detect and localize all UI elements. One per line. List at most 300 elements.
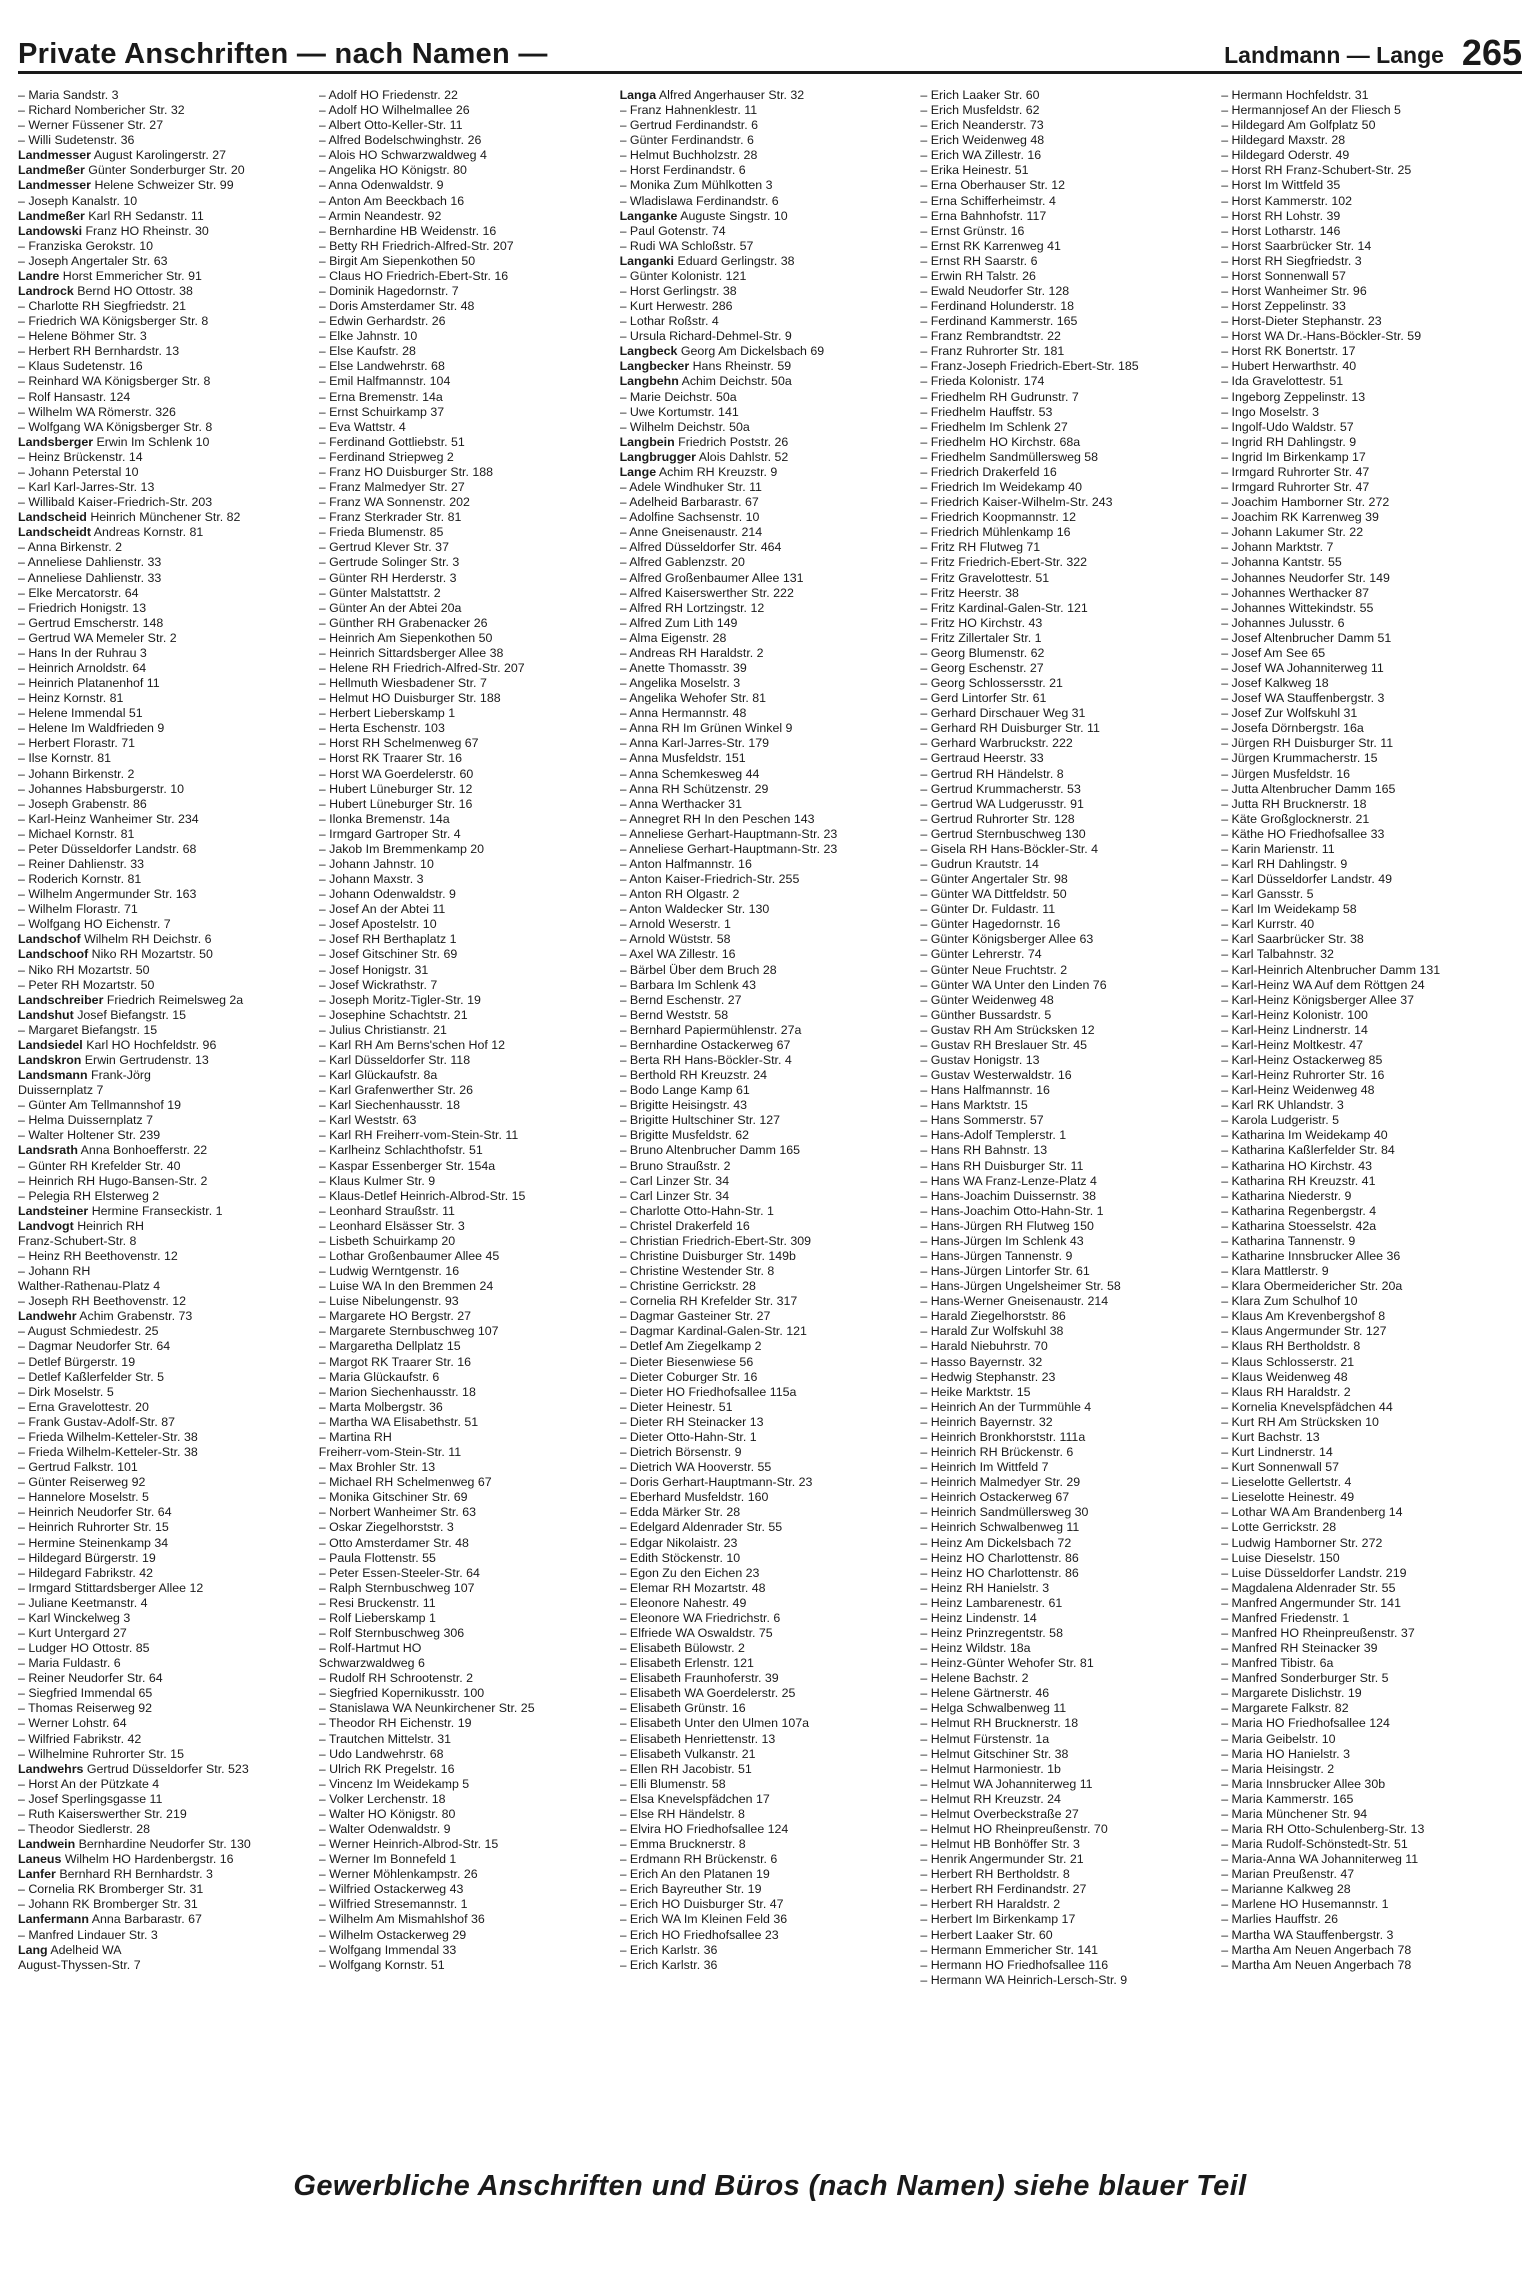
entry-details: – Erich WA Im Kleinen Feld 36	[619, 1912, 788, 1927]
entry-details: – Arnold Wüststr. 58	[619, 932, 731, 947]
entry-details: – Erich Karlstr. 36	[619, 1942, 718, 1957]
entry-details: – Heinz Prinzregentstr. 58	[920, 1625, 1063, 1640]
directory-entry	[18, 661, 309, 676]
entry-details: – Friedhelm HO Kirchstr. 68a	[920, 434, 1081, 449]
directory-entry	[920, 224, 1211, 239]
entry-details: – Joseph Angertaler Str. 63	[18, 253, 168, 268]
entry-details: – Günter Dr. Fuldastr. 11	[920, 902, 1056, 917]
directory-entry	[18, 1279, 309, 1294]
directory-entry	[1221, 1430, 1512, 1445]
directory-entry	[319, 1174, 610, 1189]
directory-entry	[18, 465, 309, 480]
entry-details: – Horst Kammerstr. 102	[1221, 193, 1353, 208]
directory-entry	[620, 1536, 911, 1551]
entry-details: – Maria-Anna WA Johanniterweg 11	[1221, 1852, 1419, 1867]
entry-details: – Ferdinand Striepweg 2	[318, 449, 454, 464]
entry-surname: Landvogt	[18, 1218, 74, 1233]
directory-entry	[18, 902, 309, 917]
entry-details: – Wilhelm Am Mismahlshof 36	[318, 1912, 485, 1927]
entry-details: – Anton Halfmannstr. 16	[619, 856, 752, 871]
directory-entry	[620, 1430, 911, 1445]
entry-details: – Georg Blumenstr. 62	[920, 645, 1045, 660]
directory-entry	[920, 1958, 1211, 1973]
entry-details: Auguste Singstr. 10	[680, 208, 788, 223]
entry-details: – Horst Wanheimer Str. 96	[1221, 284, 1367, 299]
entry-details: – Hans In der Ruhrau 3	[18, 645, 147, 660]
entry-details: – Gertrud Krummacherstr. 53	[920, 781, 1081, 796]
directory-entry	[920, 827, 1211, 842]
entry-details: – Hermine Steinenkamp 34	[18, 1535, 169, 1550]
entry-details: – Klaus Angermunder Str. 127	[1221, 1324, 1387, 1339]
entry-details: – Maria HO Hanielstr. 3	[1221, 1746, 1350, 1761]
entry-details: – Marianne Kalkweg 28	[1221, 1882, 1351, 1897]
directory-entry	[1221, 1159, 1512, 1174]
entry-details: – Günther Bussardstr. 5	[920, 1007, 1052, 1022]
entry-details: – Resi Bruckenstr. 11	[318, 1595, 436, 1610]
directory-entry	[920, 1279, 1211, 1294]
directory-entry	[620, 1566, 911, 1581]
directory-entry	[620, 586, 911, 601]
directory-entry	[319, 525, 610, 540]
directory-entry	[1221, 616, 1512, 631]
directory-entry	[1221, 1294, 1512, 1309]
entry-details: – Klaus Sudetenstr. 16	[18, 359, 143, 374]
entry-details: – Berthold RH Kreuzstr. 24	[619, 1068, 767, 1083]
directory-entry	[1221, 1505, 1512, 1520]
entry-details: – Josef WA Stauffenbergstr. 3	[1221, 691, 1385, 706]
directory-entry	[1221, 540, 1512, 555]
directory-entry	[1221, 344, 1512, 359]
entry-surname: Landschreiber	[18, 992, 104, 1007]
directory-entry	[18, 1355, 309, 1370]
entry-details: – Hans Marktstr. 15	[920, 1098, 1028, 1113]
directory-entry	[920, 1505, 1211, 1520]
entry-details: – Karl Kurrstr. 40	[1221, 917, 1315, 932]
entry-surname: Lang	[18, 1942, 48, 1957]
entry-details: – Pelegia RH Elsterweg 2	[18, 1188, 160, 1203]
entry-details: Freiherr-vom-Stein-Str. 11	[318, 1445, 462, 1460]
directory-entry	[620, 706, 911, 721]
entry-details: – Wolfgang Immendal 33	[318, 1942, 457, 1957]
entry-details: – Alfred Zum Lith 149	[619, 615, 738, 630]
directory-entry	[920, 721, 1211, 736]
directory-entry	[1221, 1083, 1512, 1098]
entry-details: – Oskar Ziegelhorststr. 3	[318, 1520, 454, 1535]
entry-details: – Friedrich Kaiser-Wilhelm-Str. 243	[920, 495, 1113, 510]
entry-details: Duissernplatz 7	[18, 1083, 104, 1098]
directory-entry	[18, 1460, 309, 1475]
directory-entry	[319, 374, 610, 389]
directory-entry	[319, 1279, 610, 1294]
entry-details: Günter Sonderburger Str. 20	[88, 163, 245, 178]
directory-entry	[920, 148, 1211, 163]
directory-entry	[1221, 1309, 1512, 1324]
entry-details: – Manfred Angermunder Str. 141	[1221, 1595, 1401, 1610]
directory-entry	[920, 390, 1211, 405]
entry-details: – Johannes Wittekindstr. 55	[1221, 600, 1374, 615]
directory-entry	[18, 736, 309, 751]
entry-details: – Karl Karl-Jarres-Str. 13	[18, 480, 155, 495]
entry-surname: Landmeßer	[18, 163, 85, 178]
entry-details: – Margaretha Dellplatz 15	[318, 1339, 461, 1354]
directory-entry	[620, 1882, 911, 1897]
entry-details: – Walter HO Königstr. 80	[318, 1806, 456, 1821]
entry-details: – Detlef Bürgerstr. 19	[18, 1354, 136, 1369]
directory-entry	[920, 88, 1211, 103]
entry-details: – Karl-Heinz Wanheimer Str. 234	[18, 811, 199, 826]
directory-entry	[18, 1777, 309, 1792]
entry-details: – Helene Im Waldfrieden 9	[18, 721, 165, 736]
entry-details: – Wilhelmine Ruhrorter Str. 15	[18, 1746, 184, 1761]
entry-details: – Harald Niebuhrstr. 70	[920, 1339, 1048, 1354]
directory-entry	[620, 1234, 911, 1249]
entry-details: – Josef Wickrathstr. 7	[318, 977, 438, 992]
entry-surname: Landre	[18, 268, 60, 283]
entry-details: Erwin Gertrudenstr. 13	[84, 1053, 209, 1067]
entry-details: – Carl Linzer Str. 34	[619, 1173, 730, 1188]
directory-entry	[1221, 1385, 1512, 1400]
entry-details: – Günter An der Abtei 20a	[318, 600, 462, 615]
directory-entry	[920, 797, 1211, 812]
directory-entry	[920, 1053, 1211, 1068]
entry-details: – Hans-Joachim Duissernstr. 38	[920, 1188, 1096, 1203]
directory-entry	[319, 269, 610, 284]
directory-entry	[620, 1897, 911, 1912]
directory-entry	[920, 1189, 1211, 1204]
entry-details: Niko RH Mozartstr. 50	[91, 947, 213, 962]
directory-entry	[18, 1309, 309, 1324]
directory-entry	[920, 631, 1211, 646]
entry-details: – Gertrud Sternbuschweg 130	[920, 826, 1086, 841]
directory-entry	[1221, 1656, 1512, 1671]
directory-entry	[319, 1912, 610, 1927]
directory-entry	[620, 1309, 911, 1324]
entry-details: – Theodor Siedlerstr. 28	[18, 1821, 151, 1836]
directory-entry	[620, 465, 911, 480]
directory-entry	[18, 646, 309, 661]
directory-entry	[920, 299, 1211, 314]
directory-entry	[1221, 88, 1512, 103]
directory-entry	[18, 329, 309, 344]
entry-details: – Kurt Untergard 27	[18, 1625, 127, 1640]
entry-list	[1221, 88, 1512, 1973]
directory-entry	[920, 1023, 1211, 1038]
directory-entry	[1221, 751, 1512, 766]
directory-entry	[319, 1309, 610, 1324]
directory-entry	[620, 1339, 911, 1354]
directory-entry	[620, 1837, 911, 1852]
directory-entry	[920, 767, 1211, 782]
directory-entry	[18, 495, 309, 510]
directory-entry	[1221, 1641, 1512, 1656]
entry-surname: Landrock	[18, 284, 74, 299]
directory-entry	[18, 1897, 309, 1912]
entry-details: – Anna Schemkesweg 44	[619, 766, 760, 781]
directory-entry	[319, 1113, 610, 1128]
directory-entry	[18, 1294, 309, 1309]
entry-details: – Johann Odenwaldstr. 9	[318, 887, 456, 902]
entry-details: – Horst Gerlingstr. 38	[619, 284, 737, 299]
entry-details: – Bernhardine HB Weidenstr. 16	[318, 223, 497, 238]
entry-details: – Gerhard Warbruckstr. 222	[920, 736, 1073, 751]
entry-details: – Alfred Großenbaumer Allee 131	[619, 570, 804, 585]
directory-entry	[18, 314, 309, 329]
directory-entry	[920, 857, 1211, 872]
directory-entry	[1221, 1128, 1512, 1143]
directory-entry	[319, 1551, 610, 1566]
entry-details: – Karl Weststr. 63	[318, 1113, 417, 1128]
entry-details: – Klaus-Detlef Heinrich-Albrod-Str. 15	[318, 1188, 526, 1203]
directory-entry	[620, 1551, 911, 1566]
entry-details: – Katharina Im Weidekamp 40	[1221, 1128, 1388, 1143]
directory-entry	[620, 359, 911, 374]
entry-surname: Landmeßer	[18, 208, 85, 223]
directory-entry	[319, 465, 610, 480]
directory-entry	[18, 390, 309, 405]
directory-entry	[920, 239, 1211, 254]
entry-details: – Frieda Wilhelm-Ketteler-Str. 38	[18, 1429, 198, 1444]
directory-entry	[920, 1460, 1211, 1475]
directory-entry	[18, 1008, 309, 1023]
directory-entry	[920, 1339, 1211, 1354]
directory-entry	[1221, 1234, 1512, 1249]
directory-entry	[620, 118, 911, 133]
directory-entry	[920, 646, 1211, 661]
directory-entry	[920, 1264, 1211, 1279]
directory-entry	[920, 1671, 1211, 1686]
entry-details: – Frieda Wilhelm-Ketteler-Str. 38	[18, 1445, 198, 1460]
directory-entry	[1221, 1897, 1512, 1912]
entry-details: – Kurt Sonnenwall 57	[1221, 1460, 1339, 1475]
entry-details: – Gudrun Krautstr. 14	[920, 856, 1039, 871]
entry-details: – Jutta Altenbrucher Damm 165	[1221, 781, 1396, 796]
entry-details: – Maria Innsbrucker Allee 30b	[1221, 1776, 1386, 1791]
entry-details: – Gertrude Solinger Str. 3	[318, 555, 460, 570]
entry-details: – Anneliese Gerhart-Hauptmann-Str. 23	[619, 826, 838, 841]
entry-details: – Martha WA Stauffenbergstr. 3	[1221, 1927, 1394, 1942]
entry-details: – Karin Marienstr. 11	[1221, 841, 1335, 856]
directory-entry	[920, 194, 1211, 209]
directory-entry	[920, 1113, 1211, 1128]
entry-details: – Heinrich Arnoldstr. 64	[18, 660, 147, 675]
entry-details: Schwarzwaldweg 6	[318, 1656, 425, 1671]
directory-entry	[18, 510, 309, 525]
entry-details: – Helene Bachstr. 2	[920, 1671, 1029, 1686]
entry-details: – Anton Kaiser-Friedrich-Str. 255	[619, 872, 800, 887]
directory-entry	[319, 1234, 610, 1249]
entry-details: – Henrik Angermunder Str. 21	[920, 1852, 1084, 1867]
entry-details: – Hans-Jürgen Tannenstr. 9	[920, 1249, 1073, 1264]
directory-entry	[319, 1400, 610, 1415]
directory-entry	[620, 1611, 911, 1626]
directory-entry	[319, 1219, 610, 1234]
directory-entry	[620, 1098, 911, 1113]
directory-entry	[319, 1385, 610, 1400]
directory-entry	[319, 631, 610, 646]
entry-details: – Dieter RH Steinacker 13	[619, 1414, 764, 1429]
entry-details: – Heinrich Schwalbenweg 11	[920, 1520, 1080, 1535]
entry-details: Josef Biefangstr. 15	[77, 1007, 187, 1022]
entry-details: – Anna RH Im Grünen Winkel 9	[619, 721, 793, 736]
entry-details: – Manfred Friedenstr. 1	[1221, 1610, 1350, 1625]
entry-details: – Bruno Straußstr. 2	[619, 1158, 731, 1173]
entry-details: – Anna Odenwaldstr. 9	[318, 178, 444, 193]
directory-entry	[18, 1023, 309, 1038]
entry-details: – Hans-Adolf Templerstr. 1	[920, 1128, 1067, 1143]
directory-entry	[319, 963, 610, 978]
directory-entry	[319, 1415, 610, 1430]
entry-details: – Maria Geibelstr. 10	[1221, 1731, 1336, 1746]
directory-entry	[620, 1445, 911, 1460]
entry-details: – Wilfried Fabrikstr. 42	[18, 1731, 142, 1746]
entry-details: – Karl-Heinrich Altenbrucher Damm 131	[1221, 962, 1441, 977]
directory-entry	[319, 917, 610, 932]
entry-details: – Erdmann RH Brückenstr. 6	[619, 1852, 778, 1867]
directory-entry	[920, 1370, 1211, 1385]
entry-details: – Helene Böhmer Str. 3	[18, 329, 147, 344]
directory-entry	[18, 1596, 309, 1611]
directory-entry	[18, 1943, 309, 1958]
entry-details: – Karl-Heinz Weidenweg 48	[1221, 1083, 1375, 1098]
entry-details: – Ilse Kornstr. 81	[18, 751, 111, 766]
entry-details: – Albert Otto-Keller-Str. 11	[318, 118, 463, 133]
directory-entry	[920, 1837, 1211, 1852]
directory-entry	[18, 1415, 309, 1430]
directory-column-3	[620, 88, 921, 2112]
entry-details: – Dagmar Kardinal-Galen-Str. 121	[619, 1324, 807, 1339]
entry-details: – Klaus Kulmer Str. 9	[318, 1173, 436, 1188]
directory-entry	[319, 601, 610, 616]
entry-details: – Fritz Kardinal-Galen-Str. 121	[920, 600, 1088, 615]
directory-entry	[620, 1279, 911, 1294]
entry-details: Franz HO Rheinstr. 30	[85, 223, 209, 238]
entry-details: – Wolfgang HO Eichenstr. 7	[18, 917, 171, 932]
directory-entry	[319, 103, 610, 118]
directory-entry	[319, 1671, 610, 1686]
entry-details: – Hildegard Am Golfplatz 50	[1221, 118, 1376, 133]
directory-entry	[1221, 1701, 1512, 1716]
directory-entry	[1221, 1279, 1512, 1294]
directory-entry	[620, 902, 911, 917]
directory-entry	[920, 1038, 1211, 1053]
directory-entry	[319, 1641, 610, 1656]
entry-details: – Horst RH Lohstr. 39	[1221, 208, 1341, 223]
directory-entry	[319, 1339, 610, 1354]
directory-entry	[319, 133, 610, 148]
directory-entry	[1221, 1219, 1512, 1234]
directory-entry	[1221, 857, 1512, 872]
directory-entry	[319, 1943, 610, 1958]
directory-entry	[319, 1732, 610, 1747]
entry-details: – Lieselotte Gellertstr. 4	[1221, 1475, 1352, 1490]
directory-entry	[18, 1822, 309, 1837]
entry-details: – Erwin RH Talstr. 26	[920, 268, 1036, 283]
directory-entry	[1221, 1189, 1512, 1204]
directory-entry	[1221, 1400, 1512, 1415]
entry-details: Andreas Kornstr. 81	[93, 525, 204, 540]
directory-entry	[620, 525, 911, 540]
entry-details: – Ernst Schuirkamp 37	[318, 404, 445, 419]
entry-details: – Johann Lakumer Str. 22	[1221, 525, 1364, 540]
directory-entry	[1221, 1143, 1512, 1158]
directory-entry	[920, 1520, 1211, 1535]
directory-entry	[920, 525, 1211, 540]
entry-details: Bernhard RH Bernhardstr. 3	[59, 1867, 213, 1882]
page-header	[18, 30, 1522, 74]
entry-details: – Katharina Stoesselstr. 42a	[1221, 1218, 1377, 1233]
directory-entry	[18, 721, 309, 736]
entry-details: – Friedhelm Sandmüllersweg 58	[920, 449, 1099, 464]
entry-details: – Gustav RH Am Strücksken 12	[920, 1022, 1095, 1037]
entry-details: – Helene RH Friedrich-Alfred-Str. 207	[318, 660, 525, 675]
entry-details: – Anna Musfeldstr. 151	[619, 751, 746, 766]
directory-entry	[1221, 133, 1512, 148]
entry-details: – Heinrich Am Siepenkothen 50	[318, 630, 493, 645]
entry-surname: Landsiedel	[18, 1037, 83, 1052]
directory-entry	[319, 1958, 610, 1973]
directory-entry	[1221, 902, 1512, 917]
entry-details: – Birgit Am Siepenkothen 50	[318, 253, 476, 268]
entry-details: – Helene Immendal 51	[18, 706, 143, 721]
entry-details: Heinrich RH	[77, 1218, 145, 1233]
entry-details: – Herbert RH Haraldstr. 2	[920, 1897, 1061, 1912]
entry-details: – Manfred Tibistr. 6a	[1221, 1656, 1334, 1671]
directory-entry	[920, 1732, 1211, 1747]
directory-entry	[920, 601, 1211, 616]
entry-details: – Heinz Wildstr. 18a	[920, 1641, 1031, 1656]
directory-entry	[1221, 721, 1512, 736]
directory-entry	[1221, 1475, 1512, 1490]
directory-entry	[620, 1008, 911, 1023]
directory-entry	[319, 1098, 610, 1113]
entry-surname: Langbein	[619, 434, 675, 449]
directory-entry	[319, 1762, 610, 1777]
entry-details: – Herbert RH Bertholdstr. 8	[920, 1867, 1070, 1882]
entry-details: – Maria Glückaufstr. 6	[318, 1369, 440, 1384]
entry-list	[620, 88, 911, 1973]
entry-details: – Johannes Werthacker 87	[1221, 585, 1370, 600]
directory-entry	[920, 1128, 1211, 1143]
entry-details: – Angelika HO Königstr. 80	[318, 163, 467, 178]
directory-entry	[319, 1566, 610, 1581]
directory-entry	[920, 932, 1211, 947]
directory-entry	[920, 1083, 1211, 1098]
entry-details: – Erich HO Duisburger Str. 47	[619, 1897, 784, 1912]
directory-entry	[620, 661, 911, 676]
entry-surname: Lanfermann	[18, 1912, 89, 1927]
directory-entry	[920, 1098, 1211, 1113]
directory-entry	[620, 1460, 911, 1475]
entry-details: – Heinz RH Hanielstr. 3	[920, 1580, 1050, 1595]
directory-entry	[18, 1264, 309, 1279]
directory-entry	[920, 963, 1211, 978]
directory-entry	[1221, 661, 1512, 676]
entry-details: – Herbert Im Birkenkamp 17	[920, 1912, 1076, 1927]
directory-entry	[920, 359, 1211, 374]
directory-entry	[319, 1430, 610, 1445]
directory-entry	[620, 932, 911, 947]
entry-details: – Karlheinz Schlachthofstr. 51	[318, 1143, 483, 1158]
entry-details: – Josef An der Abtei 11	[318, 902, 446, 917]
entry-details: – Detlef Am Ziegelkamp 2	[619, 1339, 762, 1354]
directory-entry	[319, 646, 610, 661]
directory-entry	[620, 1053, 911, 1068]
entry-surname: Landsteiner	[18, 1203, 89, 1218]
directory-entry	[319, 736, 610, 751]
entry-details: – Gerhard RH Duisburger Str. 11	[920, 721, 1100, 736]
directory-entry	[319, 706, 610, 721]
directory-entry	[620, 1038, 911, 1053]
